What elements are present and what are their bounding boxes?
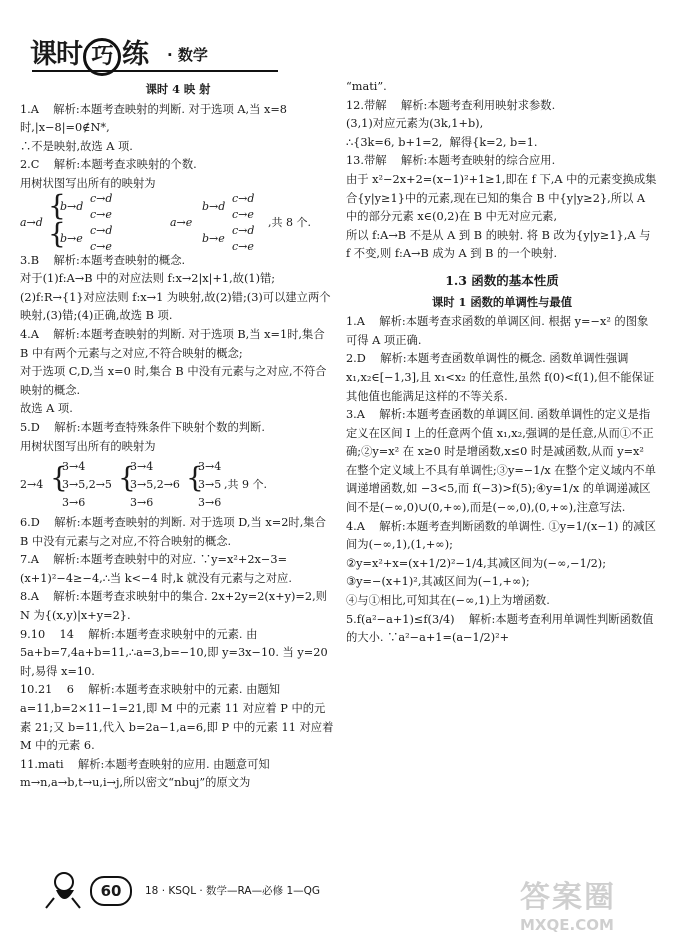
right-column (346, 78, 658, 648)
answer-item: 由于 x²−2x+2=(x−1)²+1≥1,即在 f 下,A 中的元素变换成集合{y|y≥1}中的元素,现在已知的集合 B 中{y|y≥2},所以 A 中的部分元素 x∈(0,2)在 B 中无对应元素, (346, 172, 657, 224)
answer-item: 1.A 解析:本题考查求函数的单调区间. 根据 y=−x² 的图象可得 A 项正确. (346, 315, 649, 347)
answer-item: 2.C 解析:本题考查求映射的个数. (20, 158, 197, 172)
answer-item: 2.D 解析:本题考查函数单调性的概念. 函数单调性强调 x₁,x₂∈[−1,3],且 x₁<x₂ 的任意性,虽然 f(0)<f(1),但不能保证其他值也能满足这样的不等关系. (346, 352, 655, 403)
answer-item: ∴不是映射,故选 A 项. (20, 139, 133, 153)
tree-text: 3→4 (62, 460, 86, 474)
mapping-tree-2 (20, 188, 336, 253)
watermark (520, 872, 670, 942)
tree-text: c→e (232, 239, 254, 253)
answer-item: 5.D 解析:本题考查特殊条件下映射个数的判断. (20, 420, 265, 434)
brace-icon: { (50, 461, 68, 495)
tree-text: 3→5,2→6 (130, 478, 180, 492)
tree-text: c→d (90, 191, 113, 205)
answer-item: 用树状图写出所有的映射为 (20, 439, 156, 453)
tree-text: c→e (90, 207, 112, 221)
watermark-url: MXQE.COM (520, 916, 614, 934)
brace-icon: { (48, 216, 66, 250)
answer-item: 用树状图写出所有的映射为 (20, 176, 156, 190)
tree-text: c→d (232, 223, 255, 237)
tree-count: ,共 8 个. (268, 215, 311, 229)
tree-text: 3→4 (198, 460, 222, 474)
subject-label: · 数学 (167, 46, 208, 64)
answer-item: 对于选项 C,D,当 x=0 时,集合 B 中没有元素与之对应,不符合映射的概念. (20, 365, 327, 397)
tree-text: c→d (232, 191, 255, 205)
tree-text: 3→6 (130, 496, 154, 510)
tree-text: b→d (202, 199, 226, 213)
answer-item: 6.D 解析:本题考查映射的判断. 对于选项 D,当 x=2时,集合 B 中没有元素与之对应,不符合映射的概念. (20, 516, 330, 548)
answer-item: 7.A 解析:本题考查映射中的对应. ∵y=x²+2x−3=(x+1)²−4≥−4,∴当 k<−4 时,k 就没有元素与之对应. (20, 553, 292, 585)
answer-item: 9.10 14 解析:本题考查求映射中的元素. 由 5a+b=7,4a+b=11,∴a=3,b=−10,即 y=3x−10. 当 y=20 时,易得 x=10. (20, 627, 332, 678)
tree-text: b→e (60, 231, 83, 245)
answer-item: 13.带解 解析:本题考查映射的综合应用. (346, 154, 556, 168)
tree-text: a→d (20, 215, 43, 229)
brand-text-a: 课时 (30, 39, 82, 70)
left-column (20, 78, 336, 793)
header-rule (32, 70, 278, 72)
answer-item: 故选 A 项. (20, 402, 73, 416)
lesson-title: 课时 4 映 射 (145, 82, 211, 96)
tree-text: 2→4 (20, 478, 44, 492)
tree-text: b→d (60, 199, 84, 213)
section-title: 1.3 函数的基本性质 (445, 272, 559, 288)
footer-code: 18 · KSQL · 数学—RA—必修 1—QG (145, 885, 321, 897)
answer-item: 12.带解 解析:本题考查利用映射求参数. (346, 98, 556, 112)
answer-item: ③y=−(x+1)²,其减区间为(−1,+∞); (346, 575, 530, 589)
answer-item: 对于(1)f:A→B 中的对应法则 f:x→2|x|+1,故(1)错;(2)f:R→{1}对应法则 f:x→1 为映射,故(2)错;(3)可以建立两个映射,(3)错;(4)正确,故选 B 项. (20, 272, 331, 323)
answer-item: (3,1)对应元素为(3k,1+b), (346, 117, 484, 131)
answer-item: 10.21 6 解析:本题考查求映射中的元素. 由题知 a=11,b=2×11−1=21,即 M 中的元素 11 对应着 P 中的元素 21;又 b=11,代入 b=2a−1,a=6,即 P 中的元素 11 对应着 M 中的元素 6. (20, 683, 337, 753)
page-header (30, 28, 280, 72)
answer-item: 3.B 解析:本题考查映射的概念. (20, 253, 186, 267)
answer-item: 所以 f:A→B 不是从 A 到 B 的映射. 将 B 改为{y|y≥1},A 与 f 不变,则 f:A→B 成为 A 到 B 的一个映射. (346, 228, 654, 261)
equation-system: ∴{3k=6, b+1=2, 解得{k=2, b=1. (346, 135, 538, 149)
tree-text: a→e (170, 215, 193, 229)
watermark-text: 答案圈 (520, 880, 616, 915)
brand-text-c: 练 (122, 39, 148, 70)
answer-item: 11.mati 解析:本题考查映射的应用. 由题意可知 m→n,a→b,t→u,i→j,所以密文“nbuj”的原文为 (20, 757, 274, 790)
page-number: 60 (90, 876, 132, 906)
tree-text: c→d (90, 223, 113, 237)
answer-item: 3.A 解析:本题考查函数的单调区间. 函数单调性的定义是指定义在区间 I 上的任意两个值 x₁,x₂,强调的是任意,从而①不正确;②y=x² 在 x≥0 时是增函数,x≤0 时是减函数,从而 y=x² 在整个定义域上不具有单调性;③y=−1/x 在整个定义域内不单调递增函数,如 −3<5,而 f(−3)>f(5);④y=1/x 的单调递减区间不是(−∞,0)∪(0,+∞),而是(−∞,0),(0,+∞),注意写法. (346, 408, 656, 515)
tree-text: 3→6 (62, 496, 86, 510)
answer-item: 5.f(a²−a+1)≤f(3/4) 解析:本题考查利用单调性判断函数值的大小. ∵a²−a+1=(a−1/2)²+ (346, 612, 654, 645)
tree-count: ,共 9 个. (224, 478, 267, 492)
mapping-tree-5 (20, 456, 336, 514)
tree-text: b→e (202, 231, 225, 245)
tree-text: 3→5 (198, 478, 222, 492)
brace-icon: { (118, 461, 136, 495)
answer-item: “mati”. (346, 80, 387, 93)
answer-item: 4.A 解析:本题考查判断函数的单调性. ①y=1/(x−1) 的减区间为(−∞,1),(1,+∞); (346, 519, 656, 552)
brand-text-b: 巧 (83, 38, 121, 76)
brace-icon: { (186, 461, 204, 495)
tree-text: 3→4 (130, 460, 154, 474)
answer-item: ②y=x²+x=(x+1/2)²−1/4,其减区间为(−∞,−1/2); (346, 556, 606, 570)
tree-text: c→e (232, 207, 254, 221)
lesson-subtitle: 课时 1 函数的单调性与最值 (432, 294, 572, 309)
tree-text: 3→6 (198, 496, 222, 510)
answer-item: 8.A 解析:本题考查求映射中的集合. 2x+2y=2(x+y)=2,则 N 为{(x,y)|x+y=2}. (20, 590, 331, 623)
answer-item: 1.A 解析:本题考查映射的判断. 对于选项 A,当 x=8时,|x−8|=0∉N*, (20, 102, 287, 135)
answer-item: ④与①相比,可知其在(−∞,1)上为增函数. (346, 594, 550, 608)
answer-item: 4.A 解析:本题考查映射的判断. 对于选项 B,当 x=1时,集合 B 中有两个元素与之对应,不符合映射的概念; (20, 327, 329, 360)
tree-text: c→e (90, 239, 112, 253)
brace-icon: { (48, 188, 66, 222)
tree-text: 3→5,2→5 (62, 478, 112, 492)
mascot-icon (44, 868, 92, 912)
